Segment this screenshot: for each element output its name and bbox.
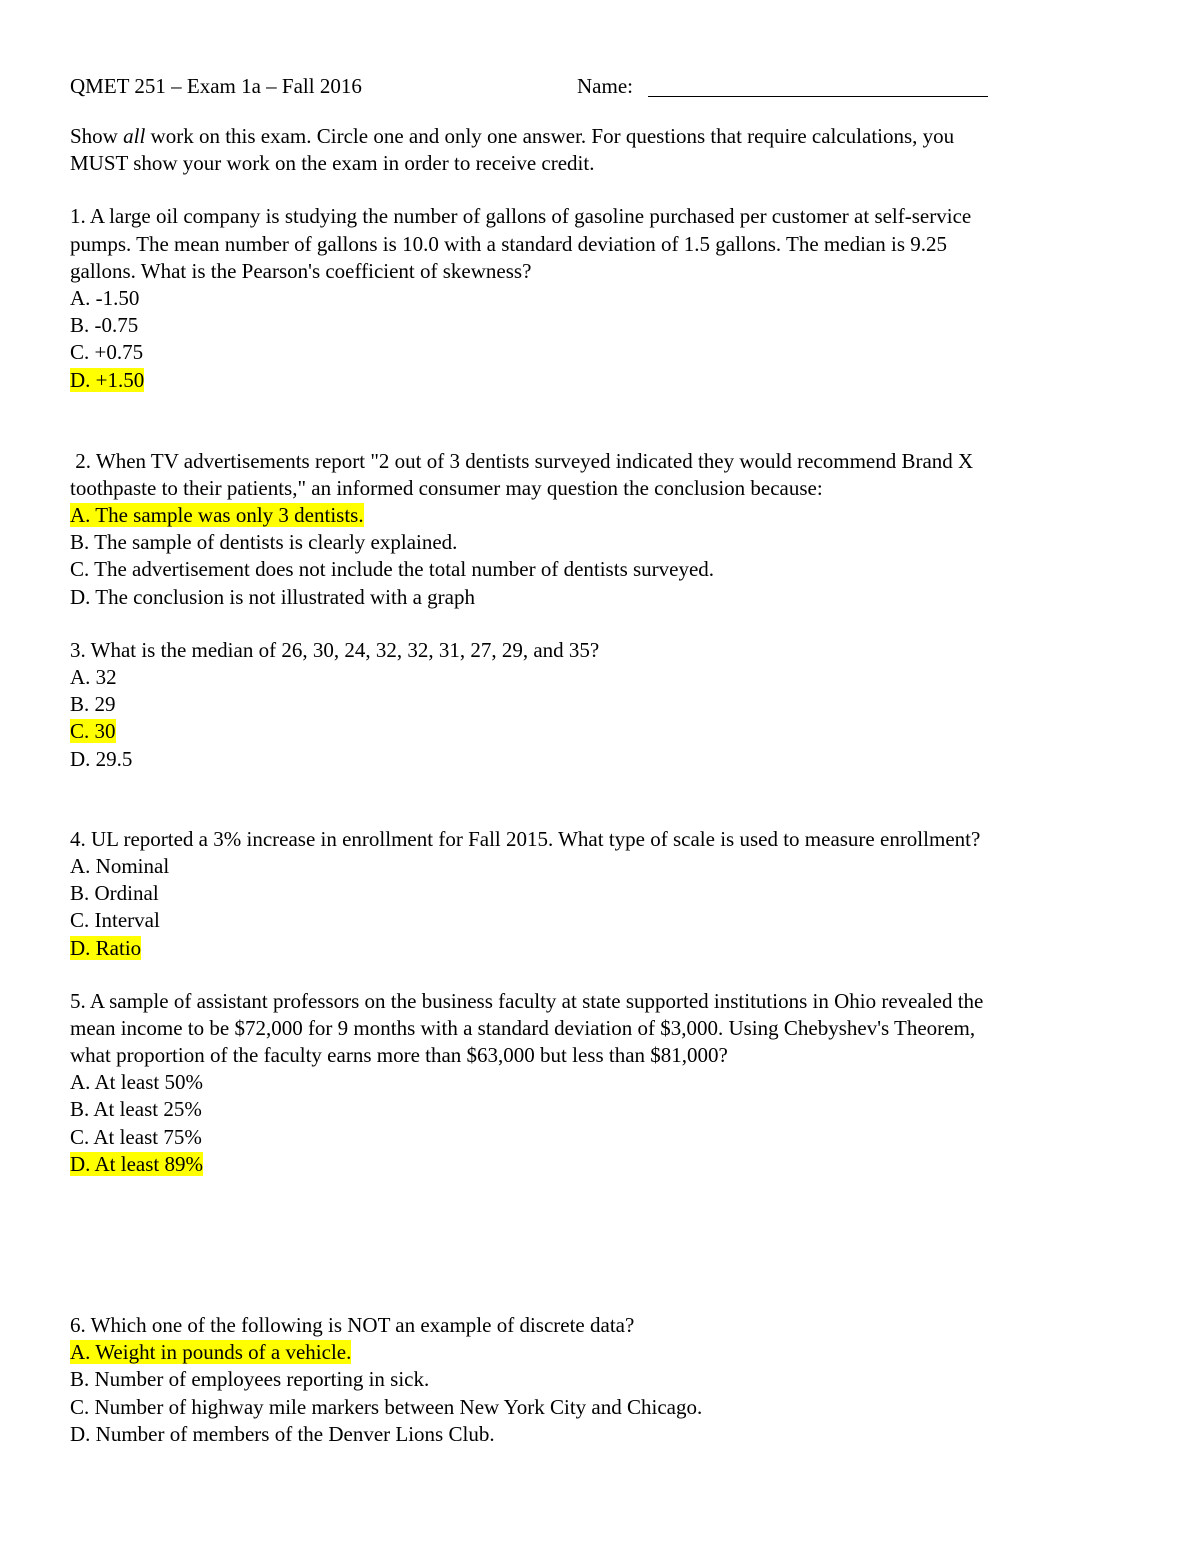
answer-option-highlighted[interactable]: C. 30	[70, 719, 116, 744]
answer-option[interactable]: A. 32	[70, 665, 117, 689]
question-5	[70, 988, 1130, 1178]
question-2	[70, 448, 1130, 611]
exam-instructions	[70, 123, 1130, 177]
question-stem: 5. A sample of assistant professors on the business faculty at state supported institutions in Ohio revealed the mean income to be $72,000 for 9 months with a standard deviation of $3,000. Using Chebyshev's Theorem, what proportion of the faculty earns more than $63,000 but less than $81,000?	[70, 988, 984, 1068]
answer-option-highlighted[interactable]: D. Ratio	[70, 935, 142, 960]
answer-option[interactable]: B. Number of employees reporting in sick.	[70, 1367, 430, 1392]
answer-option[interactable]: B. -0.75	[70, 313, 139, 338]
answer-option[interactable]: B. The sample of dentists is clearly explained.	[70, 530, 458, 555]
answer-option[interactable]: A. Nominal	[70, 853, 170, 878]
exam-title: QMET 251 – Exam 1a – Fall 2016	[70, 74, 362, 98]
answer-option[interactable]: B. 29	[70, 692, 116, 717]
answer-option[interactable]: C. Interval	[70, 908, 160, 933]
question-1	[70, 203, 1130, 393]
exam-header	[70, 70, 1130, 102]
answer-option[interactable]: D. Number of members of the Denver Lions Club.	[70, 1421, 495, 1446]
instructions-line-1: Show all work on this exam. Circle one and only one answer. For questions that require calculations, you	[70, 124, 955, 148]
question-stem: 1. A large oil company is studying the number of gallons of gasoline purchased per customer at self-service pumps. The mean number of gallons is 10.0 with a standard deviation of 1.5 gallons. The median is 9.25 gallons. What is the Pearson's coefficient of skewness?	[70, 204, 972, 283]
exam-page	[70, 70, 1130, 1448]
answer-option-highlighted[interactable]: D. +1.50	[70, 367, 145, 392]
answer-option[interactable]: B. At least 25%	[70, 1097, 202, 1122]
question-stem: 3. What is the median of 26, 30, 24, 32, 32, 31, 27, 29, and 35?	[70, 637, 600, 662]
answer-option[interactable]: C. Number of highway mile markers between New York City and Chicago.	[70, 1394, 703, 1419]
answer-option[interactable]: A. At least 50%	[70, 1070, 203, 1095]
answer-option[interactable]: D. 29.5	[70, 746, 133, 771]
answer-option-highlighted[interactable]: A. The sample was only 3 dentists.	[70, 503, 364, 528]
answer-option[interactable]: C. The advertisement does not include the total number of dentists surveyed.	[70, 557, 715, 582]
name-blank-line[interactable]	[648, 96, 988, 97]
answer-option-highlighted[interactable]: D. At least 89%	[70, 1151, 203, 1176]
answer-option-highlighted[interactable]: A. Weight in pounds of a vehicle.	[70, 1340, 352, 1365]
answer-option[interactable]: D. The conclusion is not illustrated with a graph	[70, 584, 475, 609]
name-label: Name:	[577, 74, 633, 98]
question-4	[70, 826, 1130, 962]
question-stem: 4. UL reported a 3% increase in enrollment for Fall 2015. What type of scale is used to measure enrollment?	[70, 826, 981, 851]
instructions-line-2: MUST show your work on the exam in order to receive credit.	[70, 151, 595, 176]
answer-option[interactable]: B. Ordinal	[70, 881, 159, 906]
question-stem: 6. Which one of the following is NOT an example of discrete data?	[70, 1313, 635, 1337]
answer-option[interactable]: C. +0.75	[70, 340, 144, 365]
question-6	[70, 1312, 1130, 1448]
question-stem: 2. When TV advertisements report "2 out of 3 dentists surveyed indicated they would recommend Brand X toothpaste to their patients," an informed consumer may question the conclusion because:	[70, 448, 974, 500]
answer-option[interactable]: A. -1.50	[70, 285, 140, 310]
answer-option[interactable]: C. At least 75%	[70, 1124, 202, 1149]
question-3	[70, 637, 1130, 773]
